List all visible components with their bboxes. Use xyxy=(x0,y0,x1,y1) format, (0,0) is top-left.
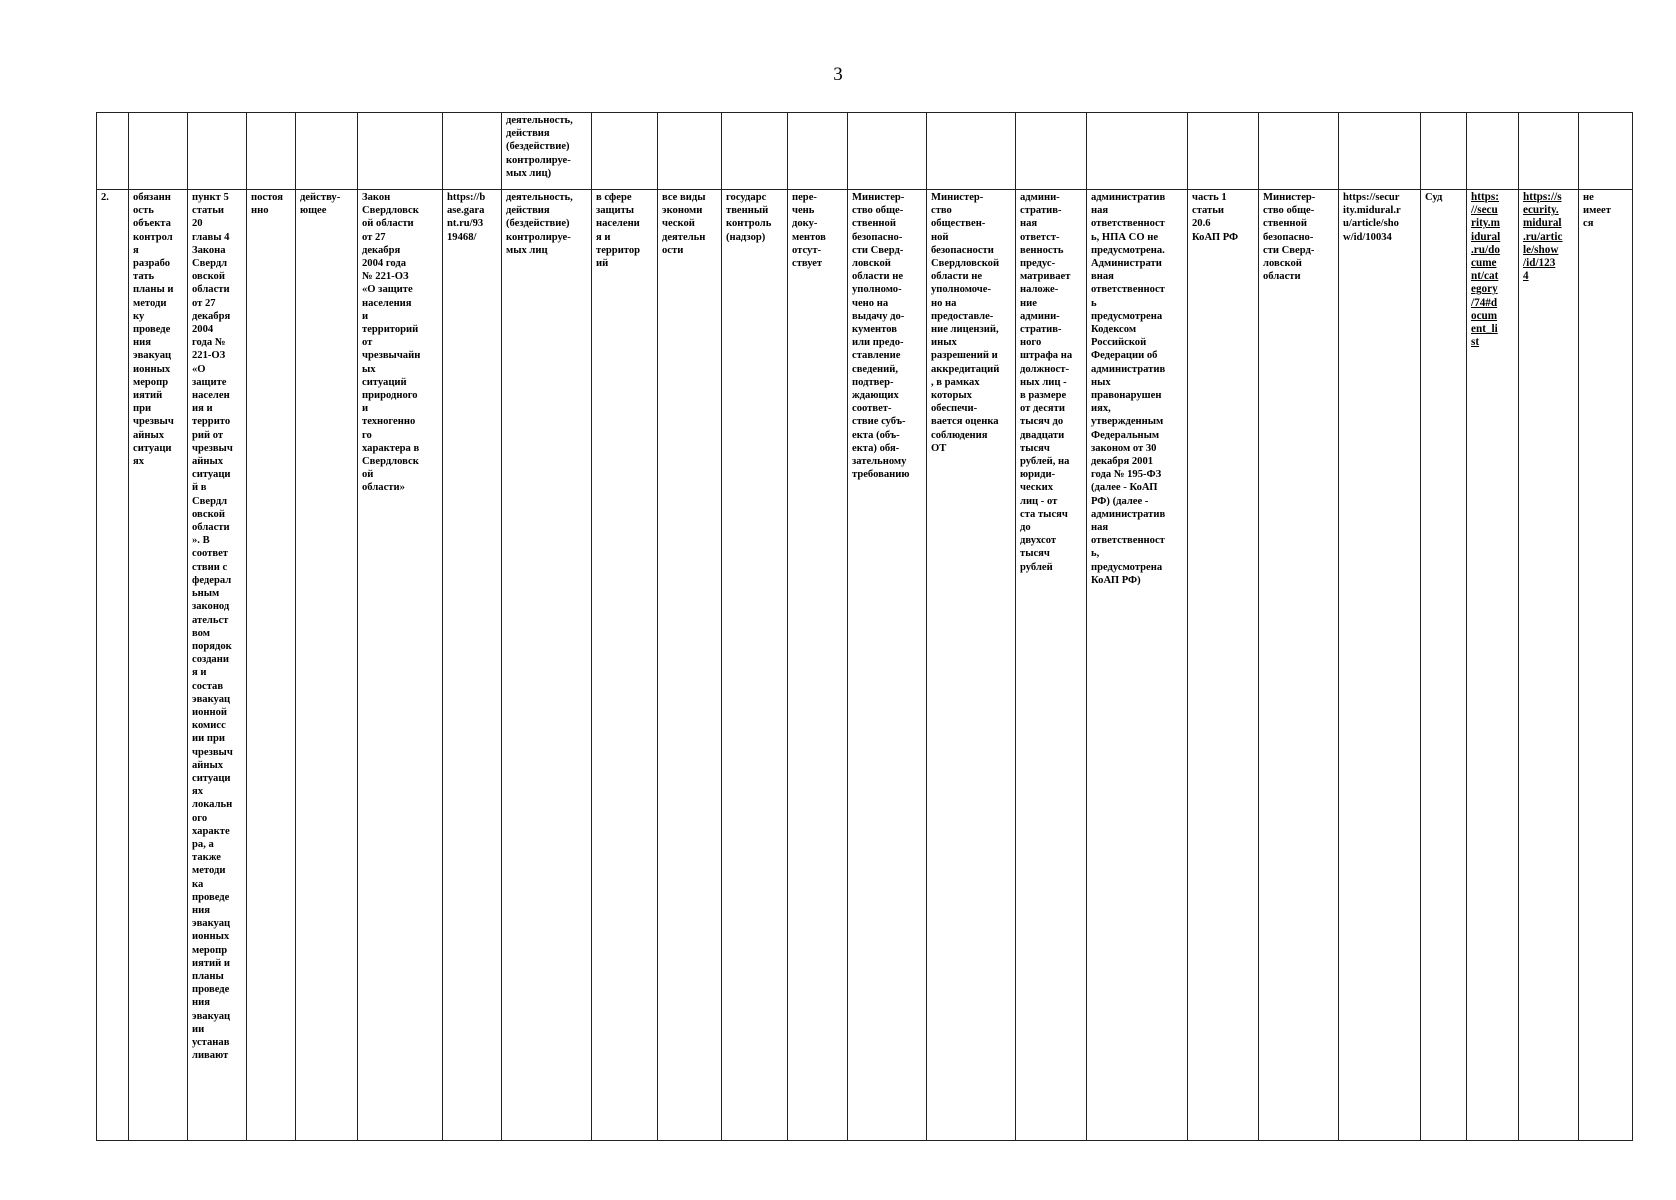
cell xyxy=(1519,113,1579,190)
cell-text: Закон Свердловск ой области от 27 декабря 2004 года № 221-ОЗ «О защите населения и территорий от чрезвычайн ых ситуаций природного и техногенно го характера в Свердловск ой области» xyxy=(362,192,421,494)
cell-text: постоя нно xyxy=(251,192,283,217)
cell xyxy=(296,113,358,190)
cell-text: деятельность, действия (бездействие) контролируе- мых лиц xyxy=(506,192,573,256)
cell-requirement xyxy=(129,190,188,1141)
cell xyxy=(592,113,658,190)
cell xyxy=(358,113,443,190)
cell-court xyxy=(1421,190,1467,1141)
cell-text: админи- стратив- ная ответст- венность предус- матривает наложе- ние админи- стратив- ного штрафа на должност- ных лиц - в размере от десяти тысяч до двадцати тысяч рублей, на юриди- ческих лиц - от ста тысяч до двухсот тысяч рублей xyxy=(1020,192,1073,573)
cell xyxy=(247,113,296,190)
cell-text: действу- ющее xyxy=(300,192,341,217)
cell xyxy=(1259,113,1339,190)
cell-activity-top xyxy=(502,113,592,190)
cell xyxy=(129,113,188,190)
cell xyxy=(1188,113,1259,190)
cell xyxy=(1339,113,1421,190)
cell xyxy=(722,113,788,190)
cell-status xyxy=(296,190,358,1141)
cell-koap-article xyxy=(1188,190,1259,1141)
cell-documents xyxy=(788,190,848,1141)
cell-text: Суд xyxy=(1425,192,1443,203)
cell-text: все виды экономи ческой деятельн ости xyxy=(662,192,706,256)
cell xyxy=(788,113,848,190)
page-number: 3 xyxy=(833,64,843,85)
cell xyxy=(848,113,927,190)
link-text[interactable]: https: //secu rity.m idural .ru/do cume nt/cat egory /74#d ocum ent_li st xyxy=(1471,191,1501,349)
cell-authority-link[interactable] xyxy=(1339,190,1421,1141)
cell-document-list-link[interactable] xyxy=(1467,190,1519,1141)
cell xyxy=(1087,113,1188,190)
cell-validity-term xyxy=(247,190,296,1141)
cell-text: не имеет ся xyxy=(1583,192,1611,230)
cell-control-type xyxy=(722,190,788,1141)
cell-act-link[interactable] xyxy=(443,190,502,1141)
cell-text: административ ная ответственност ь, НПА СО не предусмотрена. Администрати вная ответственност ь предусмотрена Кодексом Российской Федерации об административ ных правонарушен иях, утвержденным Федеральным законом от 30 декабря 2001 года № 195-ФЗ (далее - КоАП РФ) (далее - административ ная ответственност ь, предусмотрена КоАП РФ) xyxy=(1091,192,1166,586)
cell xyxy=(97,113,129,190)
cell-text: государс твенный контроль (надзор) xyxy=(726,192,772,243)
cell-confirmation xyxy=(848,190,927,1141)
cell-row-number xyxy=(97,190,129,1141)
cell-sphere xyxy=(592,190,658,1141)
cell-article-link[interactable] xyxy=(1519,190,1579,1141)
requirements-table xyxy=(96,112,1633,1141)
table-row-header-continuation xyxy=(97,113,1633,190)
table-row xyxy=(97,190,1633,1141)
cell-text: Министер- ство обще- ственной безопасно- сти Сверд- ловской области xyxy=(1263,192,1316,283)
cell-text: Министер- ство обществен- ной безопасности Свердловской области не уполномоче- но на предоставле- ние лицензий, иных разрешений и аккредитаций , в рамках которых обеспечи- вается оценка соблюдения ОТ xyxy=(931,192,1000,454)
cell xyxy=(443,113,502,190)
cell-structural-unit xyxy=(188,190,247,1141)
link-text[interactable]: https://s ecurity. midural .ru/artic le/show /id/123 4 xyxy=(1523,191,1563,283)
cell-activity-types xyxy=(658,190,722,1141)
cell-legal-act xyxy=(358,190,443,1141)
cell-text: Министер- ство обще- ственной безопасно- сти Сверд- ловской области не уполномо- чено на выдачу до- кументов или предо- ставление сведений, подтвер- ждающих соответ- ствие субъ- екта (объ- екта) обя- зательному требованию xyxy=(852,192,910,481)
cell-text: 2. xyxy=(101,192,109,203)
cell-activity xyxy=(502,190,592,1141)
cell xyxy=(1421,113,1467,190)
cell-availability xyxy=(1579,190,1633,1141)
cell-text: пункт 5 статьи 20 главы 4 Закона Свердл овской области от 27 декабря 2004 года № 221-ОЗ «О защите населен ия и террито рий от чрезвыч айных ситуаци й в Свердл овской области ». В соответ ствии с федерал ьным законод ательст вом порядок создани я и состав эвакуац ионной комисс ии при чрезвыч айных ситуаци ях локальн ого характе ра, а также методи ка проведе ния эвакуац ионных меропр иятий и планы проведе ния эвакуац ии устанав ливают xyxy=(192,192,233,1062)
cell-text: обязанн ость объекта контрол я разрабо тать планы и методи ку проведе ния эвакуац ионных меропр иятий при чрезвыч айных ситуаци ях xyxy=(133,192,174,468)
cell-licenses xyxy=(927,190,1016,1141)
cell-text: часть 1 статьи 20.6 КоАП РФ xyxy=(1192,192,1239,243)
cell-text: деятельность, действия (бездействие) контролируе- мых лиц) xyxy=(506,115,573,179)
cell-authority xyxy=(1259,190,1339,1141)
cell-text[interactable]: https://secur ity.midural.r u/article/sho w/id/10034 xyxy=(1343,192,1401,243)
cell xyxy=(1579,113,1633,190)
cell-text: пере- чень доку- ментов отсут- ствует xyxy=(792,192,826,270)
cell xyxy=(1016,113,1087,190)
cell xyxy=(188,113,247,190)
cell xyxy=(658,113,722,190)
cell xyxy=(927,113,1016,190)
cell-liability xyxy=(1016,190,1087,1141)
cell xyxy=(1467,113,1519,190)
cell-text[interactable]: https://b ase.gara nt.ru/93 19468/ xyxy=(447,192,486,243)
cell-liability-npa xyxy=(1087,190,1188,1141)
cell-text: в сфере защиты населени я и территор ий xyxy=(596,192,641,270)
